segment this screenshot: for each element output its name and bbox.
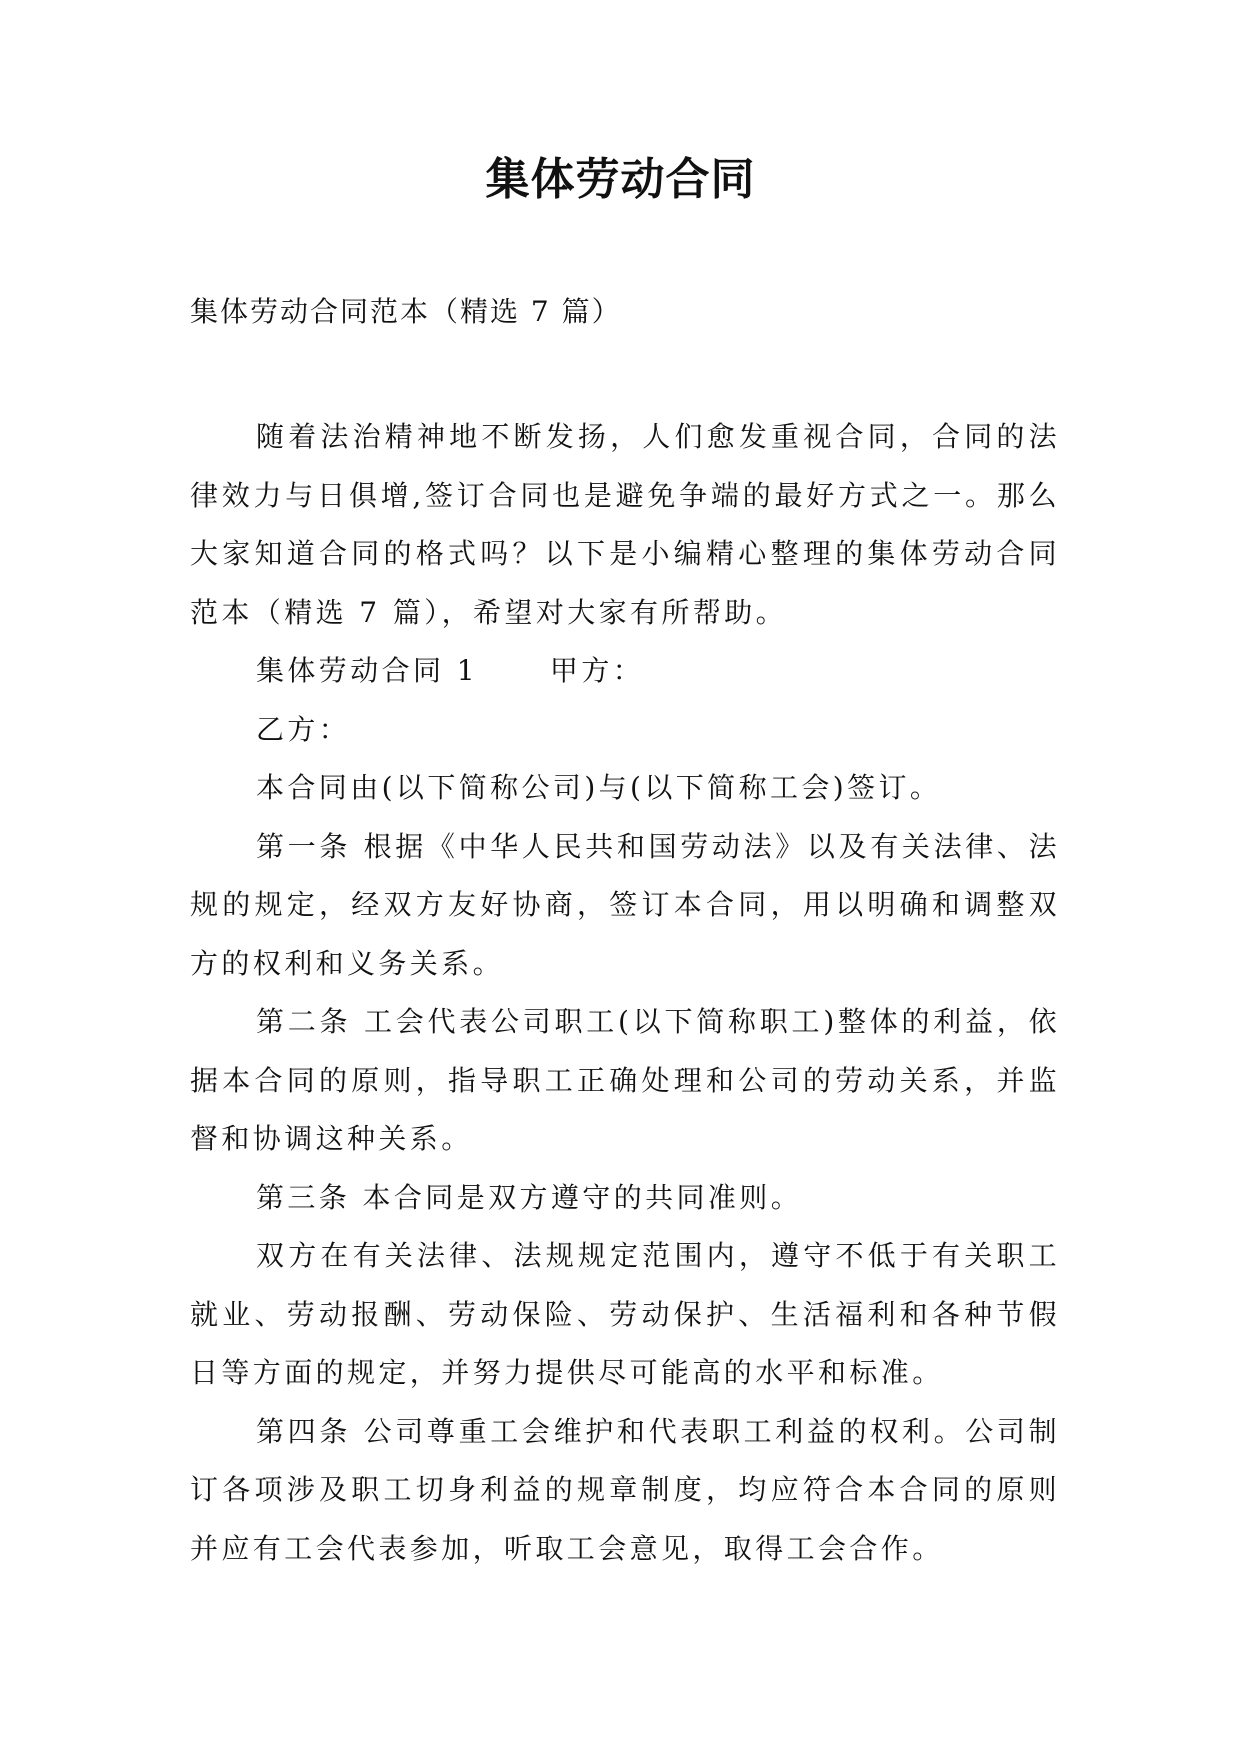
contract-heading-line bbox=[190, 642, 1060, 701]
contract-heading: 集体劳动合同 1 bbox=[256, 654, 478, 687]
article-3-paragraph: 第三条 本合同是双方遵守的共同准则。 bbox=[256, 1180, 803, 1214]
party-b-label: 乙方： bbox=[256, 712, 351, 746]
article-2-paragraph: 第二条 工会代表公司职工(以下简称职工)整体的利益，依据本合同的原则，指导职工正确处理和公司的劳动关系，并监督和协调这种关系。 bbox=[190, 1005, 1060, 1155]
document-body bbox=[190, 408, 1060, 1578]
article-1-paragraph: 第一条 根据《中华人民共和国劳动法》以及有关法律、法规的规定，经双方友好协商，签订本合同，用以明确和调整双方的权利和义务关系。 bbox=[190, 829, 1060, 980]
article-4-paragraph: 第四条 公司尊重工会维护和代表职工利益的权利。公司制订各项涉及职工切身利益的规章制度，均应符合本合同的原则并应有工会代表参加，听取工会意见，取得工会合作。 bbox=[190, 1414, 1060, 1565]
intro-paragraph: 随着法治精神地不断发扬，人们愈发重视合同，合同的法律效力与日俱增,签订合同也是避免争端的最好方式之一。那么大家知道合同的格式吗？以下是小编精心整理的集体劳动合同范本（精选 7 篇），希望对大家有所帮助。 bbox=[190, 420, 1060, 629]
party-a-label: 甲方： bbox=[549, 654, 645, 687]
preamble-paragraph: 本合同由(以下简称公司)与(以下简称工会)签订。 bbox=[256, 771, 942, 804]
article-3-detail-paragraph: 双方在有关法律、法规规定范围内，遵守不低于有关职工就业、劳动报酬、劳动保险、劳动保护、生活福利和各种节假日等方面的规定，并努力提供尽可能高的水平和标准。 bbox=[190, 1239, 1060, 1389]
document-subtitle: 集体劳动合同范本（精选 7 篇） bbox=[190, 295, 622, 328]
document-title: 集体劳动合同 bbox=[485, 154, 756, 205]
